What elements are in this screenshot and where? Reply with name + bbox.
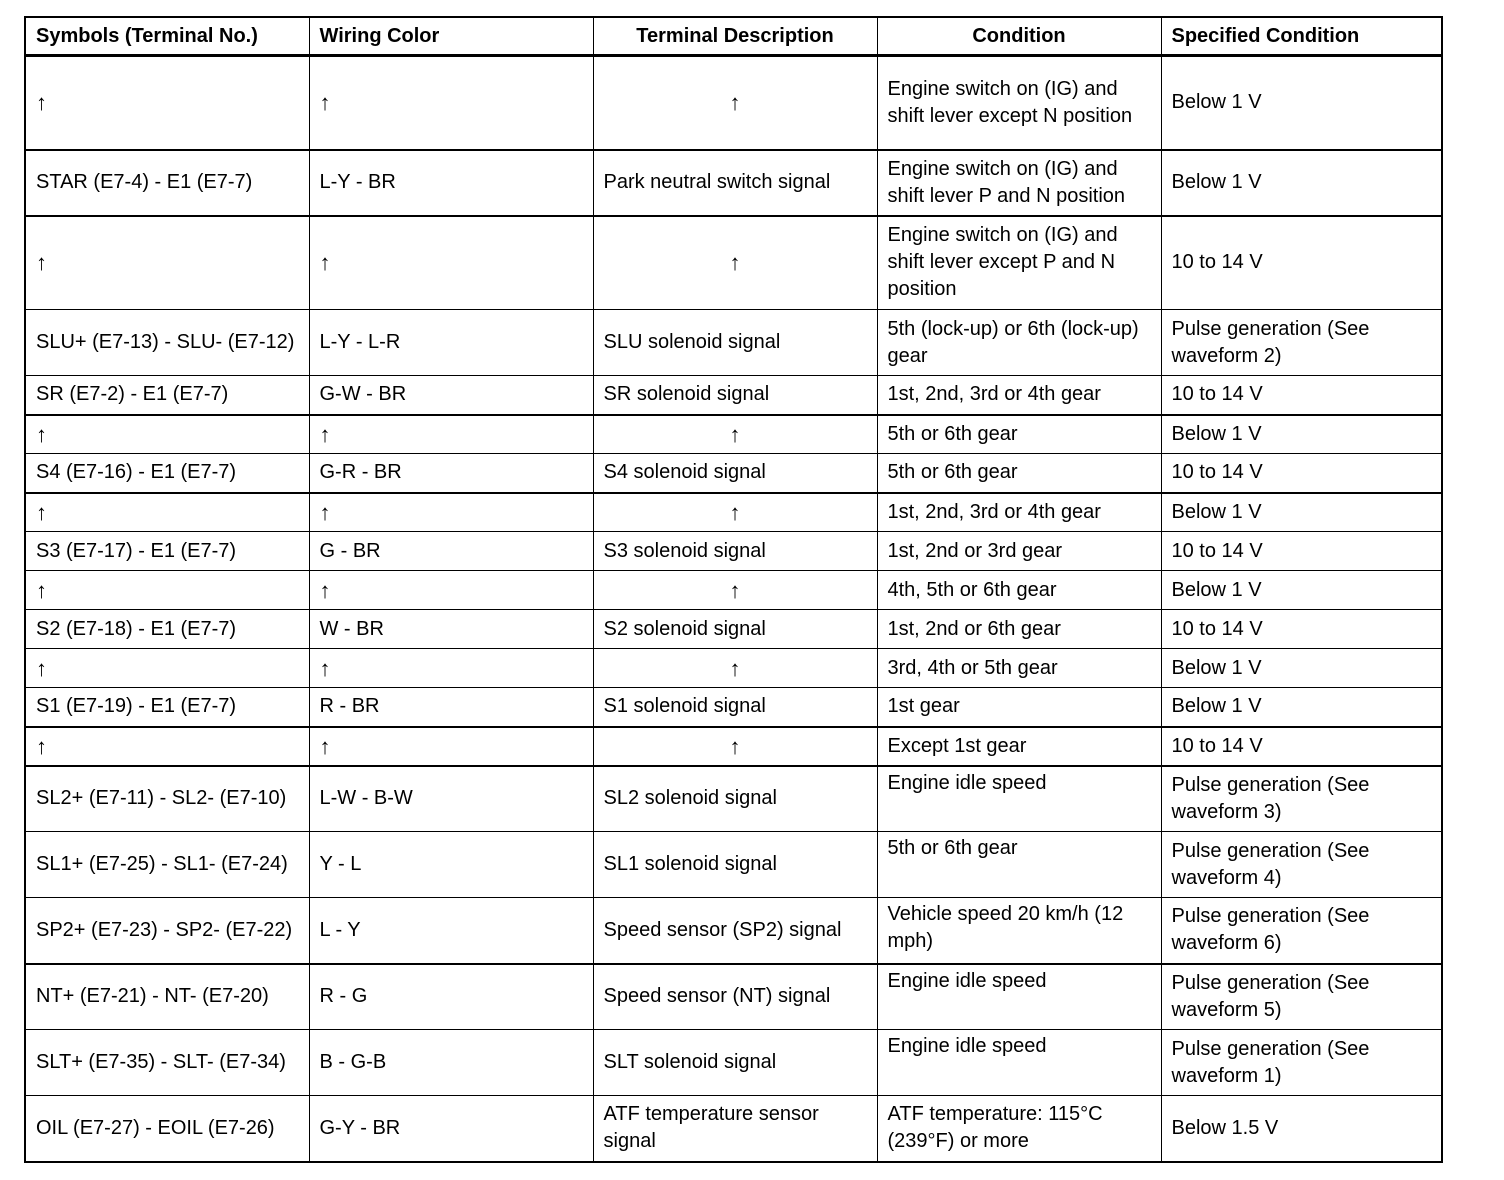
table-row: [25, 964, 1442, 1030]
terminal-description-cell: S1 solenoid signal: [593, 688, 877, 727]
specified-condition-cell: Pulse generation (See waveform 6): [1161, 898, 1442, 964]
condition-cell: 1st, 2nd, 3rd or 4th gear: [877, 493, 1161, 532]
symbol-cell: ↑: [25, 649, 309, 688]
table-row: [25, 649, 1442, 688]
specified-condition-cell: Below 1 V: [1161, 150, 1442, 216]
wiring-color-cell: ↑: [309, 56, 593, 150]
wiring-color-cell: L - Y: [309, 898, 593, 964]
specified-condition-cell: 10 to 14 V: [1161, 454, 1442, 493]
table-row: [25, 766, 1442, 832]
table-row: [25, 310, 1442, 376]
symbol-cell: NT+ (E7-21) - NT- (E7-20): [25, 964, 309, 1030]
table-row: [25, 1030, 1442, 1096]
symbol-cell: SL2+ (E7-11) - SL2- (E7-10): [25, 766, 309, 832]
condition-cell: Engine idle speed: [877, 766, 1161, 832]
terminal-description-cell: ↑: [593, 216, 877, 310]
symbol-cell: STAR (E7-4) - E1 (E7-7): [25, 150, 309, 216]
table-row: [25, 532, 1442, 571]
specified-condition-cell: Pulse generation (See waveform 1): [1161, 1030, 1442, 1096]
specified-condition-cell: 10 to 14 V: [1161, 610, 1442, 649]
table-row: [25, 898, 1442, 964]
wiring-color-cell: ↑: [309, 727, 593, 766]
table-row: [25, 56, 1442, 150]
terminal-description-cell: S2 solenoid signal: [593, 610, 877, 649]
terminal-description-cell: S4 solenoid signal: [593, 454, 877, 493]
condition-cell: 1st gear: [877, 688, 1161, 727]
terminal-description-cell: Speed sensor (NT) signal: [593, 964, 877, 1030]
condition-cell: ATF temperature: 115°C (239°F) or more: [877, 1096, 1161, 1162]
symbol-cell: ↑: [25, 493, 309, 532]
symbol-cell: ↑: [25, 415, 309, 454]
terminal-description-cell: Speed sensor (SP2) signal: [593, 898, 877, 964]
symbol-cell: ↑: [25, 56, 309, 150]
specified-condition-cell: 10 to 14 V: [1161, 727, 1442, 766]
wiring-color-cell: L-Y - BR: [309, 150, 593, 216]
wiring-color-cell: ↑: [309, 571, 593, 610]
condition-cell: 5th (lock-up) or 6th (lock-up) gear: [877, 310, 1161, 376]
condition-cell: Engine switch on (IG) and shift lever except P and N position: [877, 216, 1161, 310]
specified-condition-cell: Below 1 V: [1161, 415, 1442, 454]
symbol-cell: S4 (E7-16) - E1 (E7-7): [25, 454, 309, 493]
wiring-color-cell: B - G-B: [309, 1030, 593, 1096]
wiring-color-cell: L-W - B-W: [309, 766, 593, 832]
wiring-color-cell: G - BR: [309, 532, 593, 571]
table-row: [25, 832, 1442, 898]
symbol-cell: ↑: [25, 727, 309, 766]
specified-condition-cell: 10 to 14 V: [1161, 532, 1442, 571]
wiring-color-cell: G-R - BR: [309, 454, 593, 493]
terminal-description-cell: SL1 solenoid signal: [593, 832, 877, 898]
table-row: [25, 454, 1442, 493]
terminal-description-cell: ↑: [593, 571, 877, 610]
specified-condition-cell: Below 1 V: [1161, 571, 1442, 610]
wiring-color-cell: G-W - BR: [309, 376, 593, 415]
symbol-cell: ↑: [25, 216, 309, 310]
terminal-description-cell: SR solenoid signal: [593, 376, 877, 415]
header-row: [25, 17, 1442, 56]
terminal-description-cell: SL2 solenoid signal: [593, 766, 877, 832]
terminal-description-cell: ↑: [593, 727, 877, 766]
condition-cell: 3rd, 4th or 5th gear: [877, 649, 1161, 688]
specified-condition-cell: Below 1 V: [1161, 493, 1442, 532]
symbol-cell: S3 (E7-17) - E1 (E7-7): [25, 532, 309, 571]
condition-cell: Engine idle speed: [877, 1030, 1161, 1096]
specified-condition-cell: Below 1 V: [1161, 688, 1442, 727]
condition-cell: Engine idle speed: [877, 964, 1161, 1030]
wiring-color-cell: ↑: [309, 415, 593, 454]
symbol-cell: SL1+ (E7-25) - SL1- (E7-24): [25, 832, 309, 898]
specified-condition-cell: Pulse generation (See waveform 5): [1161, 964, 1442, 1030]
table-row: [25, 415, 1442, 454]
terminal-description-cell: ↑: [593, 493, 877, 532]
table-row: [25, 571, 1442, 610]
terminal-description-cell: SLT solenoid signal: [593, 1030, 877, 1096]
terminal-description-cell: Park neutral switch signal: [593, 150, 877, 216]
symbol-cell: SP2+ (E7-23) - SP2- (E7-22): [25, 898, 309, 964]
specified-condition-cell: Below 1.5 V: [1161, 1096, 1442, 1162]
table-row: [25, 216, 1442, 310]
specified-condition-cell: 10 to 14 V: [1161, 216, 1442, 310]
specified-condition-cell: Below 1 V: [1161, 56, 1442, 150]
header-specified-condition: Specified Condition: [1161, 17, 1442, 56]
condition-cell: 5th or 6th gear: [877, 454, 1161, 493]
table-row: [25, 610, 1442, 649]
wiring-color-cell: ↑: [309, 216, 593, 310]
symbol-cell: S2 (E7-18) - E1 (E7-7): [25, 610, 309, 649]
symbol-cell: SLT+ (E7-35) - SLT- (E7-34): [25, 1030, 309, 1096]
table-row: [25, 150, 1442, 216]
terminal-description-cell: ATF temperature sensor signal: [593, 1096, 877, 1162]
condition-cell: 1st, 2nd or 3rd gear: [877, 532, 1161, 571]
terminal-description-cell: S3 solenoid signal: [593, 532, 877, 571]
symbol-cell: ↑: [25, 571, 309, 610]
terminal-description-cell: ↑: [593, 649, 877, 688]
condition-cell: 1st, 2nd, 3rd or 4th gear: [877, 376, 1161, 415]
symbol-cell: SLU+ (E7-13) - SLU- (E7-12): [25, 310, 309, 376]
condition-cell: Vehicle speed 20 km/h (12 mph): [877, 898, 1161, 964]
condition-cell: 1st, 2nd or 6th gear: [877, 610, 1161, 649]
wiring-color-cell: L-Y - L-R: [309, 310, 593, 376]
specified-condition-cell: Below 1 V: [1161, 649, 1442, 688]
table-row: [25, 1096, 1442, 1162]
wiring-color-cell: Y - L: [309, 832, 593, 898]
terminal-description-cell: ↑: [593, 415, 877, 454]
terminal-description-cell: ↑: [593, 56, 877, 150]
header-condition: Condition: [877, 17, 1161, 56]
table-row: [25, 376, 1442, 415]
wiring-color-cell: ↑: [309, 649, 593, 688]
specified-condition-cell: Pulse generation (See waveform 2): [1161, 310, 1442, 376]
specified-condition-cell: Pulse generation (See waveform 3): [1161, 766, 1442, 832]
specified-condition-cell: Pulse generation (See waveform 4): [1161, 832, 1442, 898]
wiring-color-cell: G-Y - BR: [309, 1096, 593, 1162]
condition-cell: 5th or 6th gear: [877, 832, 1161, 898]
wiring-color-cell: R - G: [309, 964, 593, 1030]
header-symbols: Symbols (Terminal No.): [25, 17, 309, 56]
terminal-spec-table: [24, 16, 1443, 1163]
condition-cell: Engine switch on (IG) and shift lever except N position: [877, 56, 1161, 150]
header-terminal-description: Terminal Description: [593, 17, 877, 56]
header-wiring-color: Wiring Color: [309, 17, 593, 56]
specified-condition-cell: 10 to 14 V: [1161, 376, 1442, 415]
table-row: [25, 727, 1442, 766]
symbol-cell: S1 (E7-19) - E1 (E7-7): [25, 688, 309, 727]
condition-cell: Engine switch on (IG) and shift lever P and N position: [877, 150, 1161, 216]
condition-cell: 5th or 6th gear: [877, 415, 1161, 454]
wiring-color-cell: ↑: [309, 493, 593, 532]
symbol-cell: SR (E7-2) - E1 (E7-7): [25, 376, 309, 415]
terminal-description-cell: SLU solenoid signal: [593, 310, 877, 376]
symbol-cell: OIL (E7-27) - EOIL (E7-26): [25, 1096, 309, 1162]
wiring-color-cell: R - BR: [309, 688, 593, 727]
condition-cell: 4th, 5th or 6th gear: [877, 571, 1161, 610]
condition-cell: Except 1st gear: [877, 727, 1161, 766]
wiring-color-cell: W - BR: [309, 610, 593, 649]
table-row: [25, 493, 1442, 532]
table-row: [25, 688, 1442, 727]
